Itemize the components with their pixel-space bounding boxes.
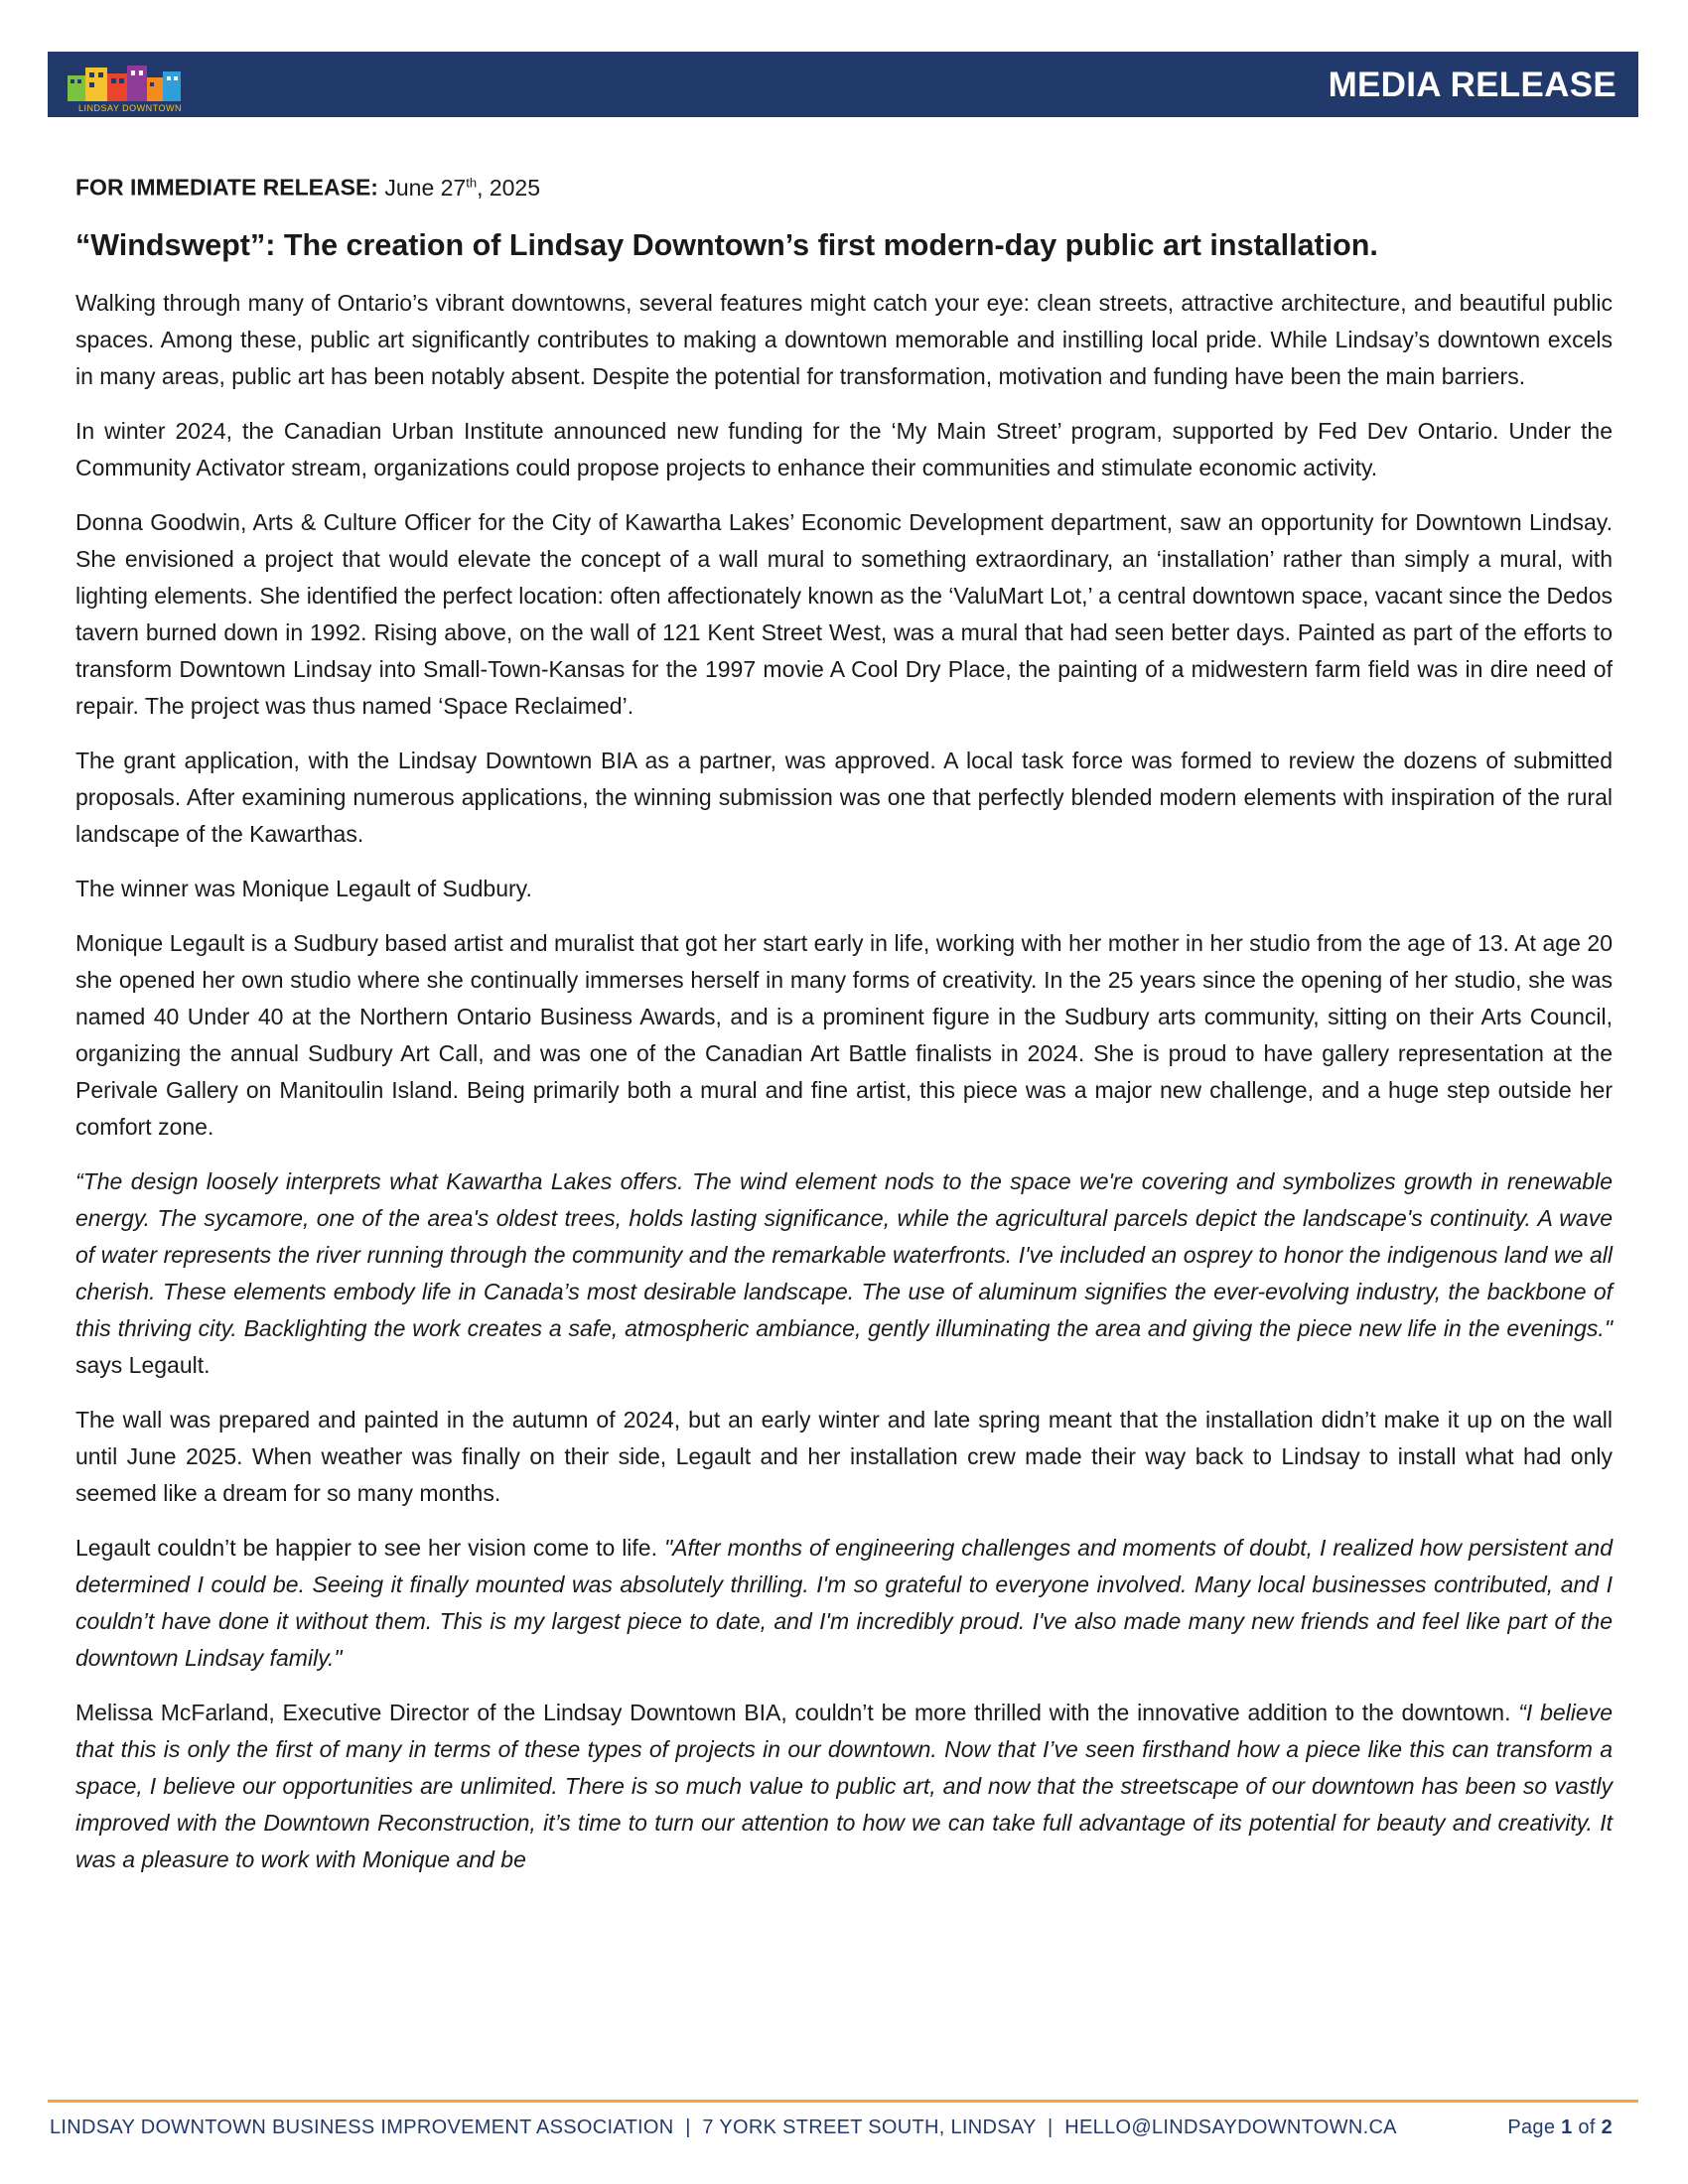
logo-text: LINDSAY DOWNTOWN xyxy=(77,103,182,113)
mcfarland-quote: “I believe that this is only the first of many in terms of these types of projects in our downtown. Now that I’ve seen firsthand how a piece like this can transform a space, I believe our opportunities are unlimited. There is so much value to public art, and now that the streetscape of our downtown has been so vastly improved with the Downtown Reconstruction, it’s time to turn our attention to how we can take full advantage of its potential for beauty and creativity. It was a pleasure to work with Monique and be xyxy=(75,1699,1613,1872)
page-of: of xyxy=(1572,2116,1602,2138)
release-line xyxy=(75,167,1613,204)
page-number xyxy=(1507,2116,1613,2139)
release-date-day: June 27 xyxy=(384,174,467,201)
paragraph-10 xyxy=(75,1695,1613,1878)
release-date xyxy=(384,175,540,201)
page-total: 2 xyxy=(1601,2116,1613,2138)
paragraph-2: In winter 2024, the Canadian Urban Institute announced new funding for the ‘My Main Street’ program, supported by Fed Dev Ontario. Under the Community Activator stream, organizations could propose projects to enhance their communities and stimulate economic activity. xyxy=(75,417,1613,480)
paragraph-4: The grant application, with the Lindsay Downtown BIA as a partner, was approved. A local task force was formed to review the dozens of submitted proposals. After examining numerous applications, the winning submission was one that perfectly blended modern elements with inspiration of the rural landscape of the Kawarthas. xyxy=(75,747,1613,847)
paragraph-3: Donna Goodwin, Arts & Culture Officer for the City of Kawartha Lakes’ Economic Development department, saw an opportunity for Downtown Lindsay. She envisioned a project that would elevate the concept of a wall mural to something extraordinary, an ‘installation’ rather than simply a mural, with lighting elements. She identified the perfect location: often affectionately known as the ‘ValuMart Lot,’ a central downtown space, vacant since the Dedos tavern burned down in 1992. Rising above, on the wall of 121 Kent Street West, was a mural that had seen better days. Painted as part of the efforts to transform Downtown Lindsay into Small-Town-Kansas for the 1997 movie A Cool Dry Place, the painting of a midwestern farm field was in dire need of repair. The project was thus named ‘Space Reclaimed’. xyxy=(75,508,1613,719)
quote-attribution: says Legault. xyxy=(75,1351,211,1378)
release-label: FOR IMMEDIATE RELEASE: xyxy=(75,174,378,201)
release-body xyxy=(75,167,1613,1878)
footer-rule xyxy=(48,2100,1638,2103)
paragraph-5: The winner was Monique Legault of Sudbury. xyxy=(75,875,532,901)
page-current: 1 xyxy=(1561,2116,1573,2138)
legault-reaction-quote: "After months of engineering challenges and moments of doubt, I realized how persistent and determined I could be. Seeing it finally mounted was absolutely thrilling. I'm so grateful to everyone involved. Many local businesses contributed, and I couldn’t have done it without them. This is my largest piece to date, and I'm incredibly proud. I've also made many new friends and feel like part of the downtown Lindsay family." xyxy=(75,1534,1614,1671)
paragraph-10-lead: Melissa McFarland, Executive Director of the Lindsay Downtown BIA, couldn’t be more thrilled with the innovative addition to the downtown. xyxy=(75,1699,1519,1725)
lindsay-downtown-logo xyxy=(60,58,189,113)
buildings-icon xyxy=(60,58,189,103)
paragraph-8: The wall was prepared and painted in the autumn of 2024, but an early winter and late spring meant that the installation didn’t make it up on the wall until June 2025. When weather was finally on their side, Legault and her installation crew made their way back to Lindsay to install what had only seemed like a dream for so many months. xyxy=(75,1406,1613,1506)
header-bar xyxy=(48,52,1638,117)
legault-design-quote: “The design loosely interprets what Kawartha Lakes offers. The wind element nods to the space we're covering and symbolizes growth in renewable energy. The sycamore, one of the area's oldest trees, holds lasting significance, while the agricultural parcels depict the landscape's continuity. A wave of water represents the river running through the community and the remarkable waterfronts. I've included an osprey to honor the indigenous land we all cherish. These elements embody life in Canada’s most desirable landscape. The use of aluminum signifies the ever-evolving industry, the backbone of this thriving city. Backlighting the work creates a safe, atmospheric ambiance, gently illuminating the area and giving the piece new life in the evenings." xyxy=(75,1167,1613,1341)
page-label: Page xyxy=(1507,2116,1562,2138)
release-date-suffix: th xyxy=(466,175,478,190)
paragraph-1: Walking through many of Ontario’s vibrant downtowns, several features might catch your eye: clean streets, attractive architecture, and beautiful public spaces. Among these, public art significantly contributes to making a downtown memorable and instilling local pride. While Lindsay’s downtown excels in many areas, public art has been notably absent. Despite the potential for transformation, motivation and funding have been the main barriers. xyxy=(75,289,1613,389)
paragraph-6: Monique Legault is a Sudbury based artist and muralist that got her start early in life, working with her mother in her studio from the age of 13. At age 20 she opened her own studio where she continually immerses herself in many forms of creativity. In the 25 years since the opening of her studio, she was named 40 Under 40 at the Northern Ontario Business Awards, and is a prominent figure in the Sudbury arts community, sitting on their Arts Council, organizing the annual Sudbury Art Call, and was one of the Canadian Art Battle finalists in 2024. She is proud to have gallery representation at the Perivale Gallery on Manitoulin Island. Being primarily both a mural and fine artist, this piece was a major new challenge, and a huge step outside her comfort zone. xyxy=(75,929,1613,1140)
footer xyxy=(50,2116,1636,2146)
footer-contact: LINDSAY DOWNTOWN BUSINESS IMPROVEMENT ASSOCIATION | 7 YORK STREET SOUTH, LINDSAY | HELLO@LINDSAYDOWNTOWN.CA xyxy=(50,2116,1397,2138)
paragraph-9-lead: Legault couldn’t be happier to see her vision come to life. xyxy=(75,1534,664,1561)
release-date-year: , 2025 xyxy=(477,174,541,201)
headline: “Windswept”: The creation of Lindsay Downtown’s first modern-day public art installation. xyxy=(75,227,1378,262)
header-title: MEDIA RELEASE xyxy=(1328,66,1617,104)
paragraph-9 xyxy=(75,1530,1613,1677)
paragraph-7 xyxy=(75,1163,1613,1384)
